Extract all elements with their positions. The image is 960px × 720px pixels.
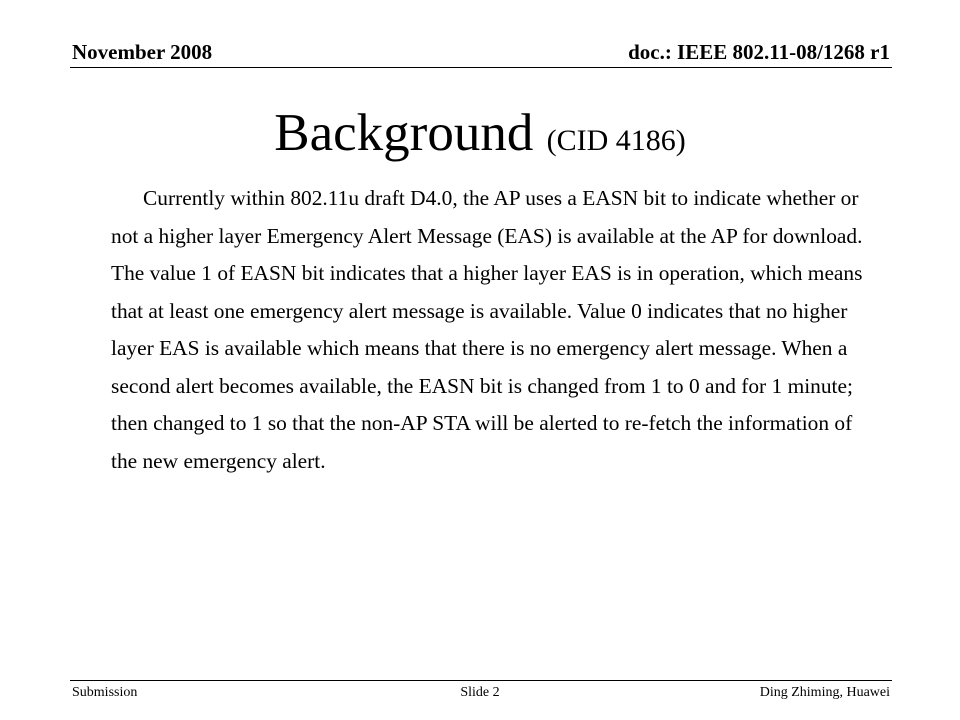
footer-submission: Submission bbox=[72, 685, 138, 700]
slide-title-main: Background bbox=[274, 104, 534, 162]
header-doc-id: doc.: IEEE 802.11-08/1268 r1 bbox=[628, 40, 890, 64]
footer-slide-number: Slide 2 bbox=[460, 685, 500, 700]
header-divider bbox=[70, 67, 892, 68]
slide-title-note: (CID 4186) bbox=[546, 124, 686, 157]
slide-title bbox=[0, 100, 960, 174]
header-date: November 2008 bbox=[72, 40, 213, 64]
footer-divider bbox=[70, 680, 892, 681]
slide-body-text: Currently within 802.11u draft D4.0, the AP uses a EASN bit to indicate whether or not a higher layer Emergency Alert Message (EAS) is available at the AP for download. The value 1 of EASN bit indicates that a higher layer EAS is in operation, which means that at least one emergency alert message is available. Value 0 indicates that no higher layer EAS is available which means that there is no emergency alert message. When a second alert becomes available, the EASN bit is changed from 1 to 0 and for 1 minute; then changed to 1 so that the non-AP STA will be alerted to re-fetch the information of the new emergency alert. bbox=[111, 186, 863, 473]
footer-author: Ding Zhiming, Huawei bbox=[759, 685, 890, 700]
